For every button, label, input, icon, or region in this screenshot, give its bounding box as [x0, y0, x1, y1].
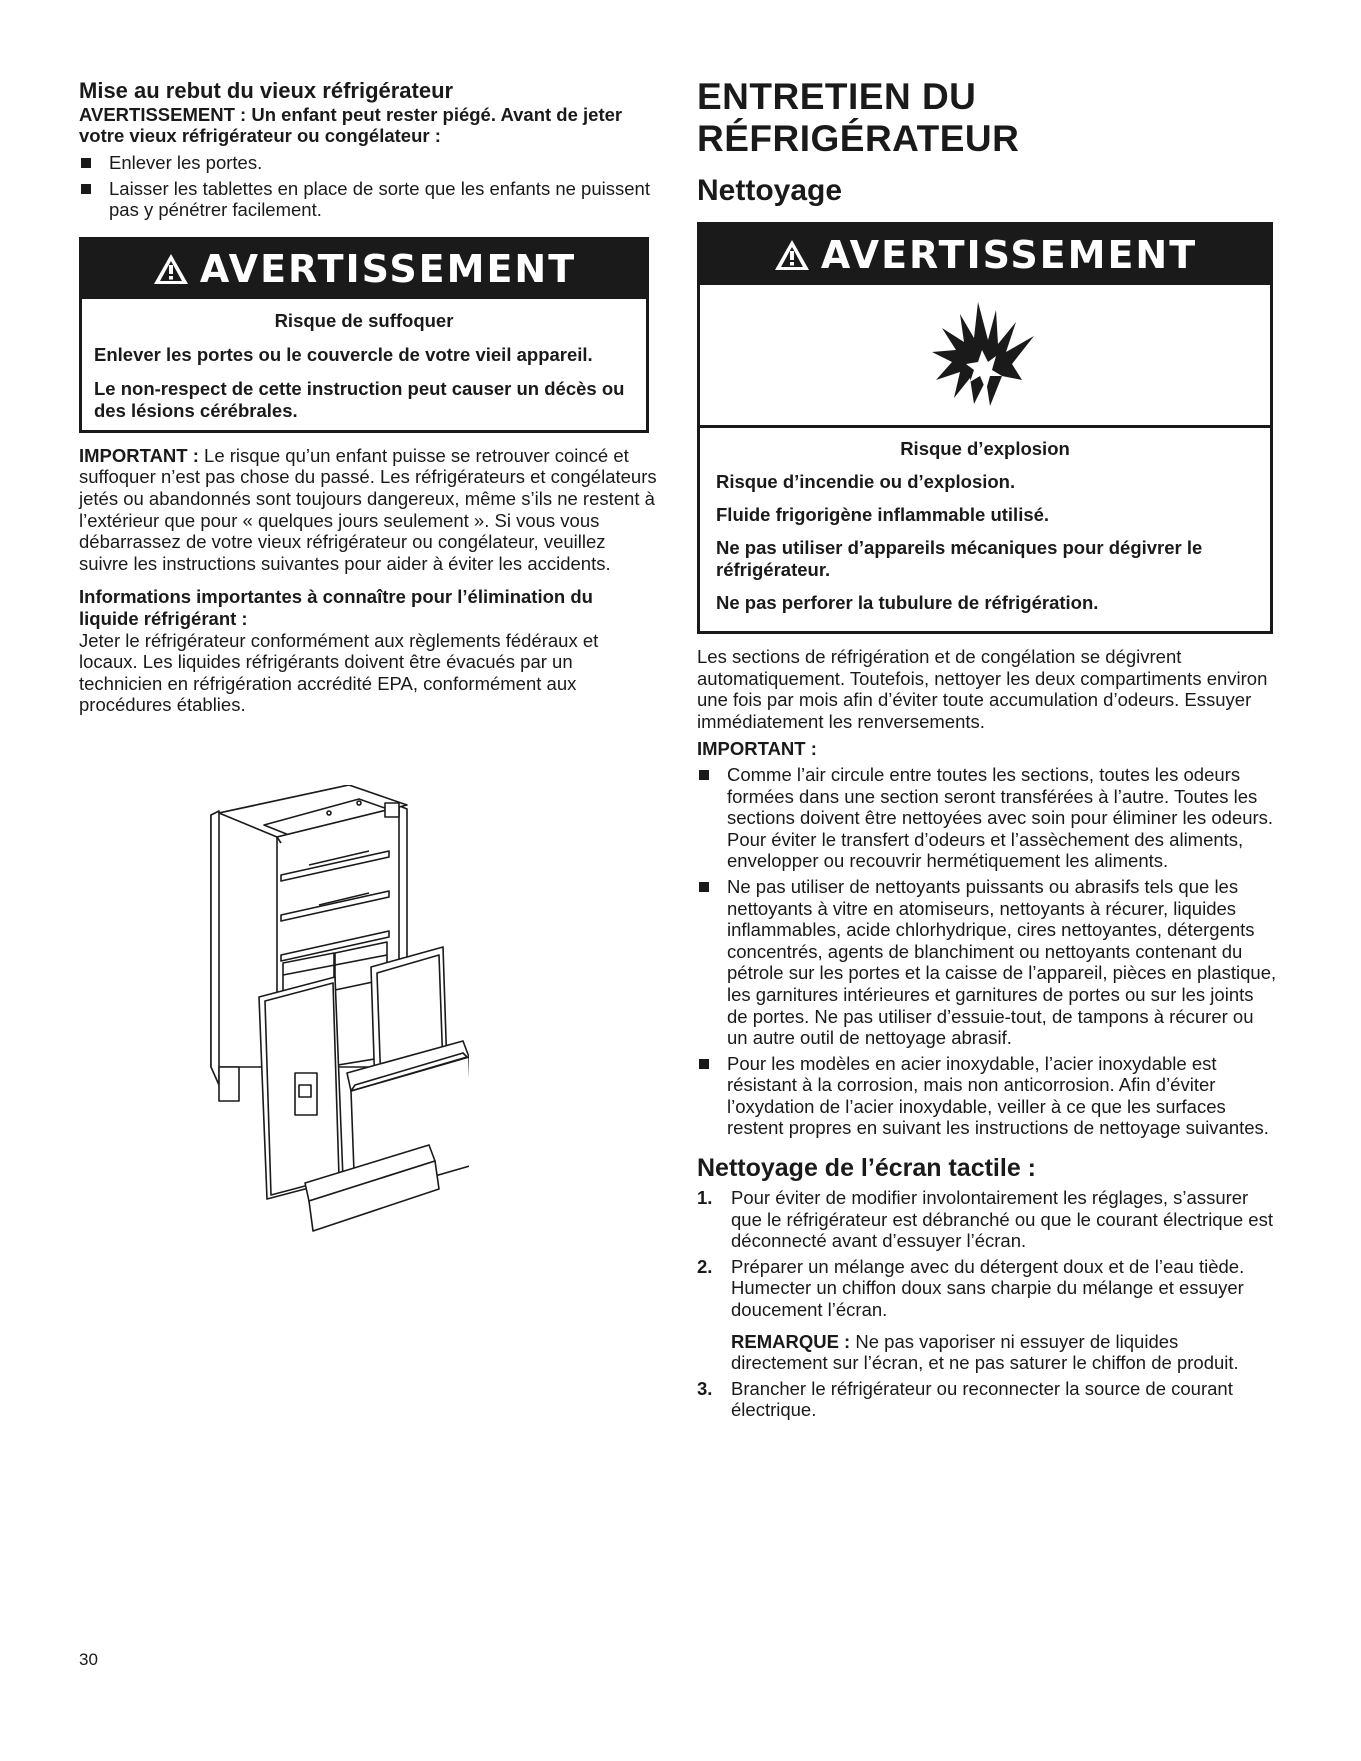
list-item: Pour les modèles en acier inoxydable, l’acier inoxydable est résistant à la corrosion, mais non anticorrosion. Afin d’éviter l’oxydation de l’acier inoxydable, veiller à ce que les surfaces restent propres en suivant les instructions de nettoyage suivantes. — [697, 1053, 1277, 1139]
warning-line: Ne pas perforer la tubulure de réfrigération. — [716, 592, 1099, 613]
warning-title-bar — [700, 225, 1270, 285]
list-item: 1. Pour éviter de modifier involontairement les réglages, s’assurer que le réfrigérateur est débranché ou que le courant électrique est déconnecté avant d’essuyer l’écran. — [697, 1187, 1273, 1252]
left-column — [79, 78, 657, 716]
right-column — [697, 76, 1277, 1421]
warning-line: Enlever les portes ou le couvercle de votre vieil appareil. — [94, 343, 593, 365]
explosion-warning-box — [697, 222, 1273, 634]
note-paragraph: REMARQUE : Ne pas vaporiser ni essuyer de liquides directement sur l’écran, et ne pas saturer le chiffon de produit. — [731, 1330, 1239, 1374]
touchscreen-heading: Nettoyage de l’écran tactile : — [697, 1154, 1037, 1183]
warning-line: Risque d’incendie ou d’explosion. — [716, 471, 1016, 492]
important-label: IMPORTANT : — [697, 738, 817, 760]
disposal-bullets — [79, 152, 657, 221]
warning-triangle-icon — [152, 252, 190, 286]
cleaning-intro: Les sections de réfrigération et de congélation se dégivrent automatiquement. Toutefois, nettoyer les deux compartiments environ une fois par mois afin d’éviter toute accumulation d’odeurs. Essuyer immédiatement les renversements. — [697, 646, 1268, 732]
list-item: Laisser les tablettes en place de sorte que les enfants ne puissent pas y pénétrer facilement. — [79, 178, 657, 221]
disposal-heading: Mise au rebut du vieux réfrigérateur — [79, 78, 454, 103]
warning-title: AVERTISSEMENT — [820, 233, 1198, 277]
warning-risk: Risque d’explosion — [900, 438, 1070, 459]
explosion-icon — [930, 300, 1040, 410]
page-number: 30 — [79, 1650, 98, 1669]
page-title: ENTRETIEN DU RÉFRIGÉRATEUR — [697, 76, 1020, 159]
refrigerant-heading: Informations importantes à connaître pour l’élimination du liquide réfrigérant : — [79, 586, 593, 629]
refrigerator-doors-removed-illustration — [209, 785, 469, 1285]
cleaning-bullets — [697, 764, 1277, 1139]
suffocation-warning-box — [79, 237, 649, 433]
warning-line: Fluide frigorigène inflammable utilisé. — [716, 504, 1050, 525]
warning-title-bar — [82, 240, 646, 299]
warning-line: Ne pas utiliser d’appareils mécaniques pour dégivrer le réfrigérateur. — [716, 537, 1203, 580]
warning-triangle-icon — [773, 238, 811, 272]
disposal-warning-intro: AVERTISSEMENT : Un enfant peut rester piégé. Avant de jeter votre vieux réfrigérateur ou congélateur : — [79, 104, 623, 146]
warning-title: AVERTISSEMENT — [199, 247, 577, 292]
list-item: Ne pas utiliser de nettoyants puissants ou abrasifs tels que les nettoyants à vitre en atomiseurs, nettoyants à récurer, liquides inflammables, acide chlorhydrique, cires nettoyantes, détergents concentrés, agents de blanchiment ou nettoyants contenant du pétrole sur les portes et la caisse de l’appareil, pièces en plastique, les garnitures intérieures et garnitures de portes ou sur les joints de portes. Ne pas utiliser d’essuie-tout, de tampons à récurer ou un autre outil de nettoyage abrasif. — [697, 876, 1277, 1049]
warning-line: Le non-respect de cette instruction peut causer un décès ou des lésions cérébrales. — [94, 377, 625, 421]
note-label: REMARQUE : — [731, 1330, 851, 1352]
refrigerant-text: Jeter le réfrigérateur conformément aux règlements fédéraux et locaux. Les liquides réfrigérants doivent être évacués par un technicien en réfrigération accrédité EPA, conformément aux procédures établies. — [79, 629, 599, 716]
list-item: Comme l’air circule entre toutes les sections, toutes les odeurs formées dans une section seront transférées à l’autre. Toutes les sections doivent être nettoyées avec soin pour éliminer les odeurs. Pour éviter le transfert d’odeurs et l’assèchement des aliments, envelopper ou recouvrir hermétiquement les aliments. — [697, 764, 1277, 872]
important-label: IMPORTANT : — [79, 444, 199, 466]
touchscreen-steps — [697, 1187, 1277, 1421]
list-item: 3. Brancher le réfrigérateur ou reconnecter la source de courant électrique. — [697, 1377, 1233, 1421]
list-item: 2. Préparer un mélange avec du détergent doux et de l’eau tiède. Humecter un chiffon doux sans charpie du mélange et essuyer doucement l’écran. REMARQUE : Ne pas vaporiser ni essuyer de liquides directement sur l’écran, et ne pas saturer le chiffon de produit. — [697, 1256, 1277, 1374]
important-paragraph: IMPORTANT : Le risque qu’un enfant puisse se retrouver coincé et suffoquer n’est pas chose du passé. Les réfrigérateurs et congélateurs jetés ou abandonnés sont toujours dangereux, même s’ils ne restent à l’extérieur que pour « quelques jours seulement ». Si vous vous débarrassez de votre vieux réfrigérateur ou congélateur, veuillez suivre les instructions suivantes pour aider à éviter les accidents. — [79, 444, 657, 574]
section-subtitle: Nettoyage — [697, 174, 843, 207]
warning-risk: Risque de suffoquer — [274, 309, 454, 331]
explosion-symbol-panel — [700, 285, 1270, 428]
list-item: Enlever les portes. — [79, 152, 657, 174]
